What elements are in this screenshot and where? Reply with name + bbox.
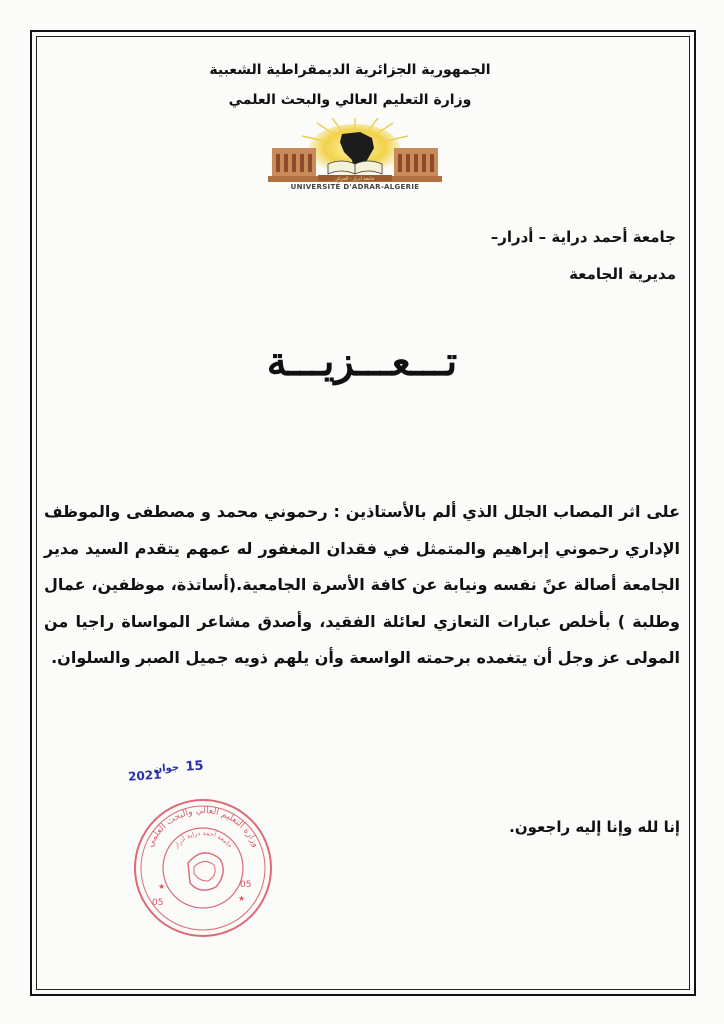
ministry-heading: وزارة التعليم العالي والبحث العلمي	[228, 92, 472, 108]
svg-text:جامعة أحمد دراية أدرار	[171, 829, 234, 850]
date-day: 15	[184, 758, 205, 775]
condolence-paragraph: على اثر المصاب الجلل الذي ألم بالأستاذين : رحموني محمد و مصطفى والموظف الإداري رحموني إبراهيم والمتمثل في فقدان المغفور له عمهم يتقدم السيد مدير الجامعة أصالة عنً نفسه ونيابة عن كافة الأسرة الجامعية.(أساتذة، موظفين، عمال وطلبة ) بأخلص عبارات التعازي لعائلة الفقيد، وأصدق مشاعر المواساة راجيا من المولى عز وجل أن يتغمده برحمته الواسعة وأن يلهم ذويه جميل الصبر والسلوان.	[44, 502, 680, 667]
seal-number-left: 05	[152, 898, 164, 908]
university-logo	[262, 118, 448, 192]
logo-small-text: جامعة أدرار - الجزائر	[335, 177, 375, 182]
directorate-name: مديرية الجامعة	[569, 265, 676, 283]
seal-text-outer: وزارة التعليم العالي والبحث العلمي	[145, 805, 261, 849]
seal-number-right: 05	[240, 880, 252, 890]
date-month: جوان	[153, 762, 180, 775]
seal-star-icon: ★	[158, 882, 166, 891]
seal-star-icon: ★	[238, 894, 246, 903]
closing-verse: إنا لله وإنا إليه راجعون.	[509, 818, 680, 836]
document-title: تـــعـــزيـــة	[266, 338, 458, 385]
seal-text-inner: جامعة أحمد دراية أدرار	[171, 828, 235, 850]
date-year: 2021	[127, 767, 162, 784]
logo-caption: UNIVERSITÉ D'ADRAR-ALGERIE	[290, 183, 420, 191]
republic-heading: الجمهورية الجزائرية الديمقراطية الشعبية	[209, 62, 491, 78]
official-seal	[128, 793, 278, 943]
university-name: جامعة أحمد دراية – أدرار–	[490, 228, 676, 246]
condolence-body	[44, 494, 680, 677]
